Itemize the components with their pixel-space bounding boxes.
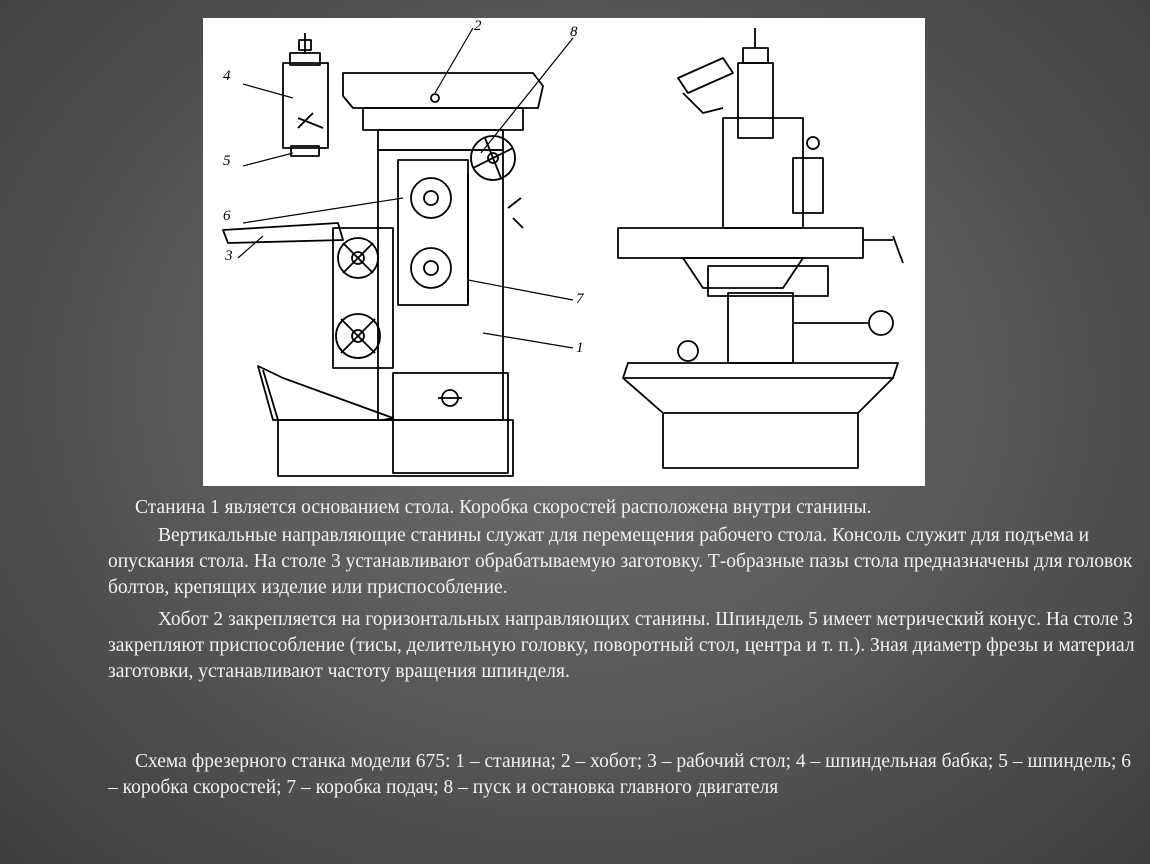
figure-caption-text: Схема фрезерного станка модели 675: 1 – станина; 2 – хобот; 3 – рабочий стол; 4 – шпиндельная бабка; 5 – шпиндель; 6 – коробка скоростей; 7 – коробка подач; 8 – пуск и остановка главного двигателя <box>108 751 1132 798</box>
paragraph-1 <box>108 495 1138 521</box>
paragraph-3-text: Хобот 2 закрепляется на горизонтальных направляющих станины. Шпиндель 5 имеет метрический конус. На столе 3 закрепляют приспособление (тисы, делительную головку, поворотный стол, центра и т. п.). Зная диаметр фрезы и материал заготовки, устанавливают частоту вращения шпинделя. <box>108 609 1135 682</box>
column-right <box>723 118 803 228</box>
table-right <box>618 228 863 258</box>
part-label-4: 4 <box>223 68 231 84</box>
paragraph-3 <box>108 607 1138 684</box>
motor-housing <box>393 373 508 473</box>
part-label-1: 1 <box>576 340 584 356</box>
paragraph-2-text: Вертикальные направляющие станины служат для перемещения рабочего стола. Консоль служит для подъема и опускания стола. На столе 3 устанавливают обрабатываемую заготовку. Т-образные пазы стола предназначены для головок болтов, крепящих изделие или приспособление. <box>108 525 1133 598</box>
spindle-head <box>283 63 328 148</box>
part-label-7: 7 <box>576 291 584 307</box>
gearbox-panel <box>398 160 468 305</box>
paragraph-2 <box>108 523 1138 600</box>
part-label-2: 2 <box>474 18 482 34</box>
knee-left <box>333 228 393 368</box>
paragraph-1-text: Станина 1 является основанием стола. Коробка скоростей расположена внутри станины. <box>135 497 872 518</box>
milling-machine-diagram <box>203 18 925 486</box>
part-label-3: 3 <box>225 248 233 264</box>
part-label-8: 8 <box>570 24 578 40</box>
part-label-6: 6 <box>223 208 231 224</box>
figure-caption <box>108 749 1138 801</box>
chip-tray <box>258 366 393 420</box>
knee-right <box>728 293 793 363</box>
machine-drawing <box>203 18 925 486</box>
table-left <box>223 223 343 243</box>
base-left <box>278 420 513 476</box>
part-label-5: 5 <box>223 153 231 169</box>
